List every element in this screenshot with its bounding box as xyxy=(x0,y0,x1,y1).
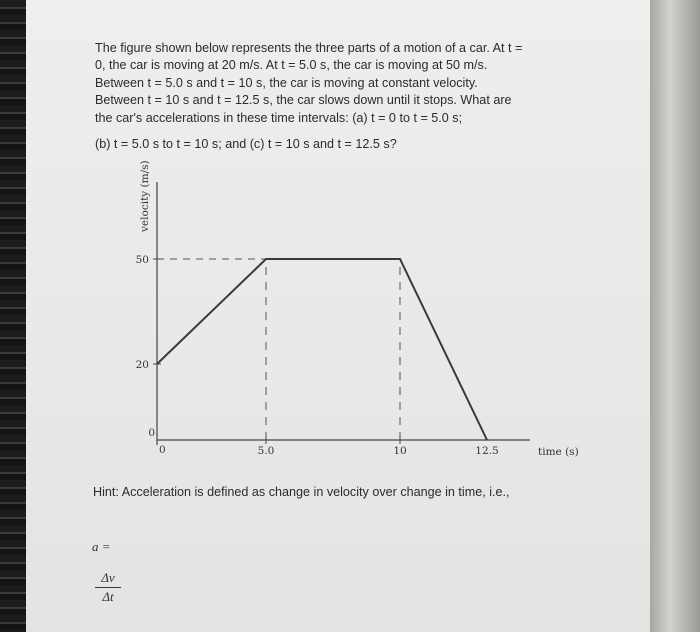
hint-text: Hint: Acceleration is defined as change in velocity over change in time, i.e., xyxy=(93,485,510,499)
question-line-2: 0, the car is moving at 20 m/s. At t = 5.0 s, the car is moving at 50 m/s. xyxy=(95,58,488,73)
formula-lhs: a = xyxy=(92,539,111,554)
y-axis-label: velocity (m/s) xyxy=(139,160,151,232)
x-tick-label-5: 5.0 xyxy=(257,445,275,457)
y-tick-label-20: 20 xyxy=(135,359,149,371)
question-subline: (b) t = 5.0 s to t = 10 s; and (c) t = 10 s and t = 12.5 s? xyxy=(95,137,397,152)
x-tick-label-10: 10 xyxy=(393,445,407,457)
y-tick-label-50: 50 xyxy=(135,254,149,266)
x-tick-label-0: 0 xyxy=(159,444,166,456)
guide-lines xyxy=(157,259,400,440)
velocity-series-line xyxy=(157,259,487,440)
question-line-5: the car's accelerations in these time intervals: (a) t = 0 to t = 5.0 s; xyxy=(95,110,463,125)
question-line-4: Between t = 10 s and t = 12.5 s, the car slows down until it stops. What are xyxy=(95,93,512,108)
formula-denominator: Δt xyxy=(102,589,114,604)
question-line-1: The figure shown below represents the three parts of a motion of a car. At t = xyxy=(95,41,523,55)
x-axis-label: time (s) xyxy=(538,446,579,458)
axis-ticks xyxy=(153,259,400,444)
x-tick-label-12-5: 12.5 xyxy=(475,445,499,457)
question-line-3: Between t = 5.0 s and t = 10 s, the car is moving at constant velocity. xyxy=(95,75,478,90)
formula-fraction xyxy=(95,570,121,605)
y-tick-label-0: 0 xyxy=(148,427,155,439)
formula-numerator: Δv xyxy=(95,570,121,588)
